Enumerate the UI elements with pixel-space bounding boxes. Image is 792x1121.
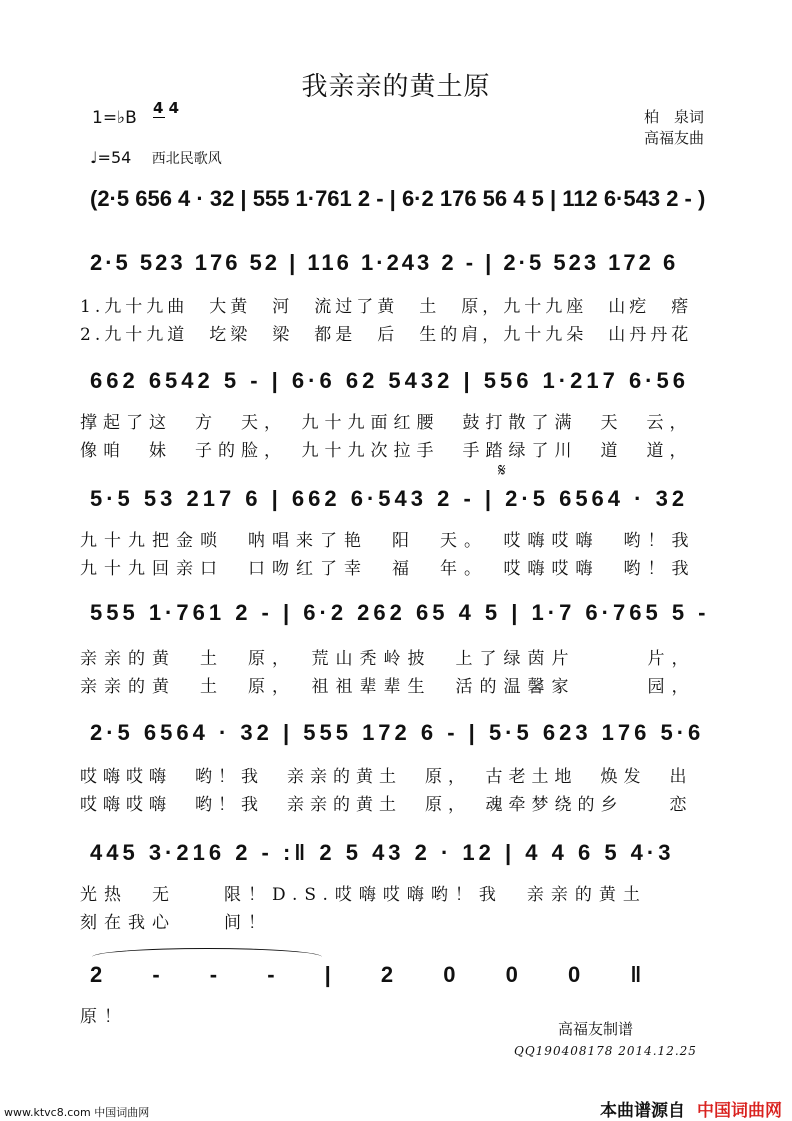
lyricist: 柏 泉词	[643, 108, 704, 126]
lyric-line-5-verse-1: 哎嗨哎嗨 哟！我 亲亲的黄土 原， 古老土地 焕发 出	[80, 767, 693, 787]
lyric-line-2-verse-2: 像咱 妹 子的脸， 九十九次拉手 手踏绿了川 道 道，	[80, 441, 693, 461]
lyric-line-4-verse-1: 亲亲的黄 土 原， 荒山秃岭披 上了绿茵片 片，	[80, 649, 696, 669]
footer-website[interactable]: www.ktvc8.com 中国词曲网	[4, 1106, 150, 1119]
notes-line-1: 2·5 523 176 52 | 116 1·243 2 - | 2·5 523 172 6	[90, 250, 679, 275]
tempo-line	[90, 148, 222, 168]
tempo: ♩=54	[90, 148, 132, 167]
notes-line-7: 2 - - - | 2 0 0 0 ‖	[90, 962, 664, 987]
lyric-line-1-verse-1: 1.九十九曲 大黄 河 流过了黄 土 原，九十九座 山疙 瘩	[80, 297, 693, 317]
lyric-line-6-verse-1: 光热 无 限！D.S.哎嗨哎嗨哟！我 亲亲的黄土	[80, 885, 647, 905]
lyric-line-3-verse-2: 九十九回亲口 口吻红了幸 福 年。 哎嗨哎嗨 哟！我	[80, 559, 696, 579]
notes-line-2: 662 6542 5 - | 6·6 62 5432 | 556 1·217 6·56	[90, 368, 689, 393]
page-title: 我亲亲的黄土原	[301, 72, 491, 102]
footer-source-label: 本曲谱源自	[600, 1101, 685, 1121]
lyric-line-1-verse-2: 2.九十九道 圪梁 梁 都是 后 生的肩，九十九朵 山丹丹花	[80, 325, 693, 345]
lyric-line-3-verse-1: 九十九把金唢 呐唱来了艳 阳 天。 哎嗨哎嗨 哟！我	[80, 531, 696, 551]
time-top: 4	[153, 99, 164, 117]
tie-arc	[92, 948, 322, 957]
time-bottom: 4	[168, 99, 180, 117]
lyric-line-2-verse-1: 撑起了这 方 天， 九十九面红腰 鼓打散了满 天 云，	[80, 413, 693, 433]
composer: 高福友曲	[643, 129, 704, 147]
notes-line-3: 5·5 53 217 6 | 662 6·543 2 - | 2·5 6564 · 32	[90, 486, 689, 511]
key-signature: 1=♭B	[92, 108, 137, 128]
qq-date: QQ190408178 2014.12.25	[514, 1044, 697, 1058]
notes-line-6: 445 3·216 2 - :‖ 2 5 43 2 · 12 | 4 4 6 5 4·3	[90, 840, 675, 865]
notes-line-5: 2·5 6564 · 32 | 555 172 6 - | 5·5 623 176 5·6	[90, 720, 705, 745]
lyric-line-4-verse-2: 亲亲的黄 土 原， 祖祖辈辈生 活的温馨家 园，	[80, 677, 696, 697]
notes-line-4: 555 1·761 2 - | 6·2 262 65 4 5 | 1·7 6·765 5 -	[90, 600, 710, 625]
lyric-line-5-verse-2: 哎嗨哎嗨 哟！我 亲亲的黄土 原， 魂牵梦绕的乡 恋	[80, 795, 693, 815]
lyric-line-6-verse-2: 刻在我心 间！	[80, 913, 272, 933]
footer-brand[interactable]: 中国词曲网	[697, 1101, 782, 1121]
style: 西北民歌风	[151, 151, 222, 167]
segno-icon: 𝄋	[498, 460, 506, 481]
notes-line-0: (2·5 656 4 · 32 | 555 1·761 2 - | 6·2 176 56 4 5 | 112 6·543 2 - )	[90, 186, 706, 211]
footer-source	[600, 1096, 782, 1121]
time-signature	[153, 101, 179, 116]
lyric-line-7: 原！	[80, 1007, 128, 1027]
signature: 高福友制谱	[558, 1020, 634, 1038]
